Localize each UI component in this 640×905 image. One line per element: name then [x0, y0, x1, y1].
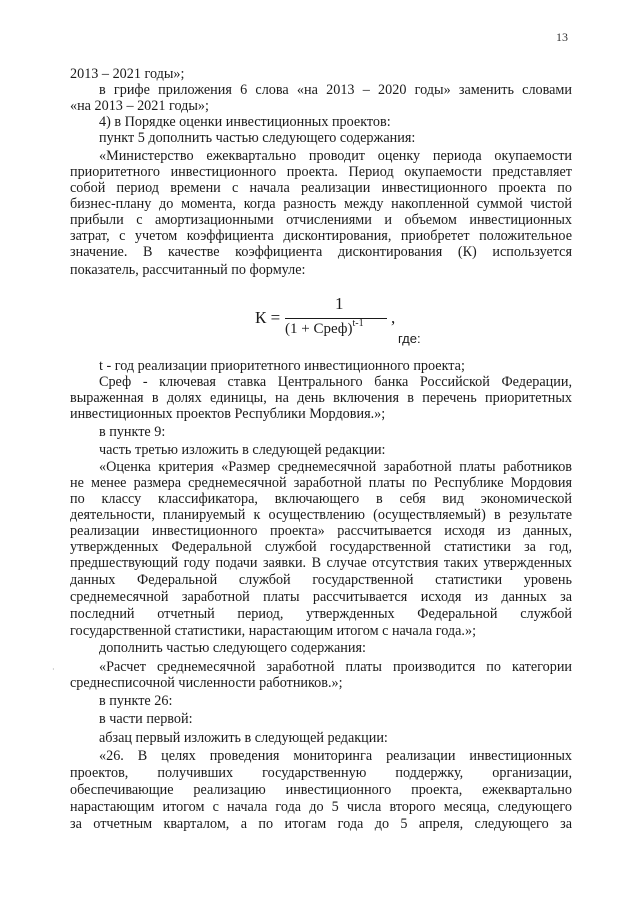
text-line: бизнес-плану до момента, когда разность между накопленной суммой чистой: [70, 196, 572, 212]
text-line: не менее размера среднемесячной заработной платы по Республике Мордовия: [70, 475, 572, 491]
text-line: в части первой:: [99, 711, 193, 727]
text-line: «26. В целях проведения мониторинга реализации инвестиционных: [99, 748, 572, 764]
text-line: «Оценка критерия «Размер среднемесячной заработной платы работников: [99, 459, 572, 475]
formula-comma: ,: [391, 308, 396, 327]
margin-mark: ·: [52, 665, 55, 674]
page-number: 13: [556, 30, 568, 44]
text-line: выраженная в долях единицы, на день включения в перечень приоритетных: [70, 390, 572, 406]
text-line: обеспечивающие реализацию инвестиционного проекта, ежеквартально: [70, 782, 572, 798]
text-line: нарастающим итогом с начала года до 5 числа второго месяца, следующего: [70, 799, 572, 815]
fraction-bar: [285, 318, 387, 319]
text-line: затрат, с учетом коэффициента дисконтирования, приобретет положительное: [70, 228, 572, 244]
text-line: проектов, получивших государственную поддержку, организации,: [70, 765, 572, 781]
text-line: по классу классификатора, включающего в себя вид экономической: [70, 491, 572, 507]
text-line: Среф - ключевая ставка Центрального банка Российской Федерации,: [99, 374, 572, 390]
text-line: дополнить частью следующего содержания:: [99, 640, 366, 656]
text-line: собой период времени с начала реализации инвестиционного проекта по: [70, 180, 572, 196]
text-line: 2013 – 2021 годы»;: [70, 66, 185, 82]
formula-lhs: К =: [255, 308, 281, 327]
text-line: в пункте 26:: [99, 693, 173, 709]
text-line: пункт 5 дополнить частью следующего содержания:: [99, 130, 416, 146]
text-line: в грифе приложения 6 слова «на 2013 – 2020 годы» заменить словами: [99, 82, 572, 98]
text-line: показатель, рассчитанный по формуле:: [70, 262, 306, 278]
text-line: среднесписочной численности работников.»;: [70, 675, 343, 691]
formula-where: где:: [398, 331, 421, 346]
text-line: данных Федеральной службой государственной статистики уровень: [70, 572, 572, 588]
text-line: 4) в Порядке оценки инвестиционных проектов:: [99, 114, 391, 130]
text-line: в пункте 9:: [99, 424, 166, 440]
text-line: «на 2013 – 2021 годы»;: [70, 98, 209, 114]
text-line: t - год реализации приоритетного инвестиционного проекта;: [99, 358, 465, 374]
denominator-base: (1 + Среф): [285, 321, 353, 337]
text-line: приоритетного инвестиционного проекта. Период окупаемости представляет: [70, 164, 572, 180]
text-line: государственной статистики, нарастающим итогом с начала года.»;: [70, 623, 477, 639]
text-line: «Расчет среднемесячной заработной платы производится по категории: [99, 659, 572, 675]
formula-denominator: [285, 318, 364, 338]
text-line: значение. В качестве коэффициента дисконтирования (К) используется: [70, 244, 572, 260]
text-line: абзац первый изложить в следующей редакции:: [99, 730, 388, 746]
text-line: последний отчетный период, утвержденных Федеральной службой: [70, 606, 572, 622]
text-line: часть третью изложить в следующей редакции:: [99, 442, 386, 458]
text-line: утвержденных Федеральной службой государственной статистики за год,: [70, 539, 572, 555]
text-line: реализации инвестиционного проекта» рассчитывается исходя из данных,: [70, 523, 572, 539]
text-line: деятельности, планируемый к осуществлению (осуществляемый) в результате: [70, 507, 572, 523]
text-line: прибыли с амортизационными отчислениями и объемом инвестиционных: [70, 212, 572, 228]
text-line: инвестиционных проектов Республики Мордовия.»;: [70, 406, 386, 422]
text-line: среднемесячной заработной платы рассчитывается исходя из данных за: [70, 589, 572, 605]
formula-numerator: 1: [335, 294, 344, 313]
text-line: предшествующий году подачи заявки. В случае отсутствия таких утвержденных: [70, 555, 572, 571]
text-line: «Министерство ежеквартально проводит оценку периода окупаемости: [99, 148, 572, 164]
text-line: за отчетным кварталом, а по итогам года до 5 апреля, следующего за: [70, 816, 572, 832]
formula-exponent: t-1: [352, 318, 364, 329]
